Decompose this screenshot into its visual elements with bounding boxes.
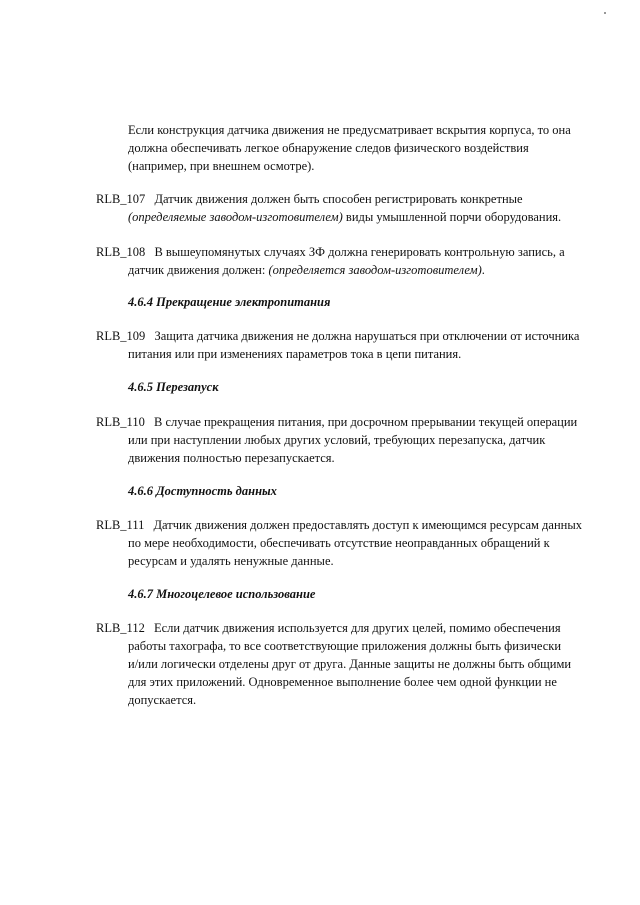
- requirement-id: RLB_108: [96, 245, 146, 259]
- requirement-rlb-109: [96, 327, 596, 363]
- scan-speck: [604, 12, 606, 14]
- requirement-rlb-111: [96, 516, 596, 570]
- requirement-line-2: датчик движения должен:: [128, 263, 269, 277]
- requirement-line-2: питания или при изменениях параметров тока в цепи питания.: [128, 347, 462, 361]
- requirement-id: RLB_112: [96, 621, 145, 635]
- requirement-line-2-end: .: [481, 263, 485, 277]
- requirement-line-1: В случае прекращения питания, при досрочном прерывании текущей операции: [153, 415, 578, 429]
- requirement-line-1: Если датчик движения используется для других целей, помимо обеспечения: [153, 621, 561, 635]
- requirement-line-3: движения полностью перезапускается.: [128, 451, 335, 465]
- requirement-emphasis: (определяемые заводом-изготовителем): [128, 210, 343, 224]
- intro-line-2: должна обеспечивать легкое обнаружение следов физического воздействия: [128, 141, 529, 155]
- section-heading-4-6-7: 4.6.7 Многоцелевое использование: [128, 587, 316, 601]
- requirement-rlb-112: [96, 619, 596, 709]
- requirement-line-2: по мере необходимости, обеспечивать отсутствие неоправданных обращений к: [128, 536, 550, 550]
- requirement-id: RLB_109: [96, 329, 146, 343]
- requirement-line-1: Датчик движения должен быть способен регистрировать конкретные: [154, 192, 523, 206]
- requirement-emphasis: (определяется заводом-изготовителем): [268, 263, 482, 277]
- requirement-line-1: Защита датчика движения не должна нарушаться при отключении от источника: [154, 329, 580, 343]
- intro-line-3: (например, при внешнем осмотре).: [128, 159, 315, 173]
- intro-paragraph: [128, 121, 598, 175]
- section-heading-4-6-4: 4.6.4 Прекращение электропитания: [128, 295, 331, 309]
- requirement-id: RLB_111: [96, 518, 145, 532]
- requirement-line-2: виды умышленной порчи оборудования.: [342, 210, 562, 224]
- section-heading-4-6-6: 4.6.6 Доступность данных: [128, 484, 277, 498]
- requirement-rlb-108: [96, 243, 596, 279]
- requirement-line-1: В вышеупомянутых случаях ЗФ должна генерировать контрольную запись, а: [154, 245, 565, 259]
- requirement-id: RLB_107: [96, 192, 146, 206]
- requirement-line-3: и/или логически отделены друг от друга. Данные защиты не должны быть общими: [128, 657, 572, 671]
- requirement-line-4: для этих приложений. Одновременное выполнение более чем одной функции не: [128, 675, 557, 689]
- requirement-line-5: допускается.: [128, 693, 197, 707]
- requirement-line-2: работы тахографа, то все соответствующие приложения должны быть физически: [128, 639, 562, 653]
- requirement-line-2: или при наступлении любых других условий, требующих перезапуска, датчик: [128, 433, 546, 447]
- requirement-rlb-110: [96, 413, 596, 467]
- requirement-rlb-107: [96, 190, 596, 226]
- section-heading-4-6-5: 4.6.5 Перезапуск: [128, 380, 219, 394]
- requirement-id: RLB_110: [96, 415, 145, 429]
- requirement-line-1: Датчик движения должен предоставлять доступ к имеющимся ресурсам данных: [153, 518, 582, 532]
- intro-line-1: Если конструкция датчика движения не предусматривает вскрытия корпуса, то она: [128, 123, 571, 137]
- requirement-line-3: ресурсам и удалять ненужные данные.: [128, 554, 334, 568]
